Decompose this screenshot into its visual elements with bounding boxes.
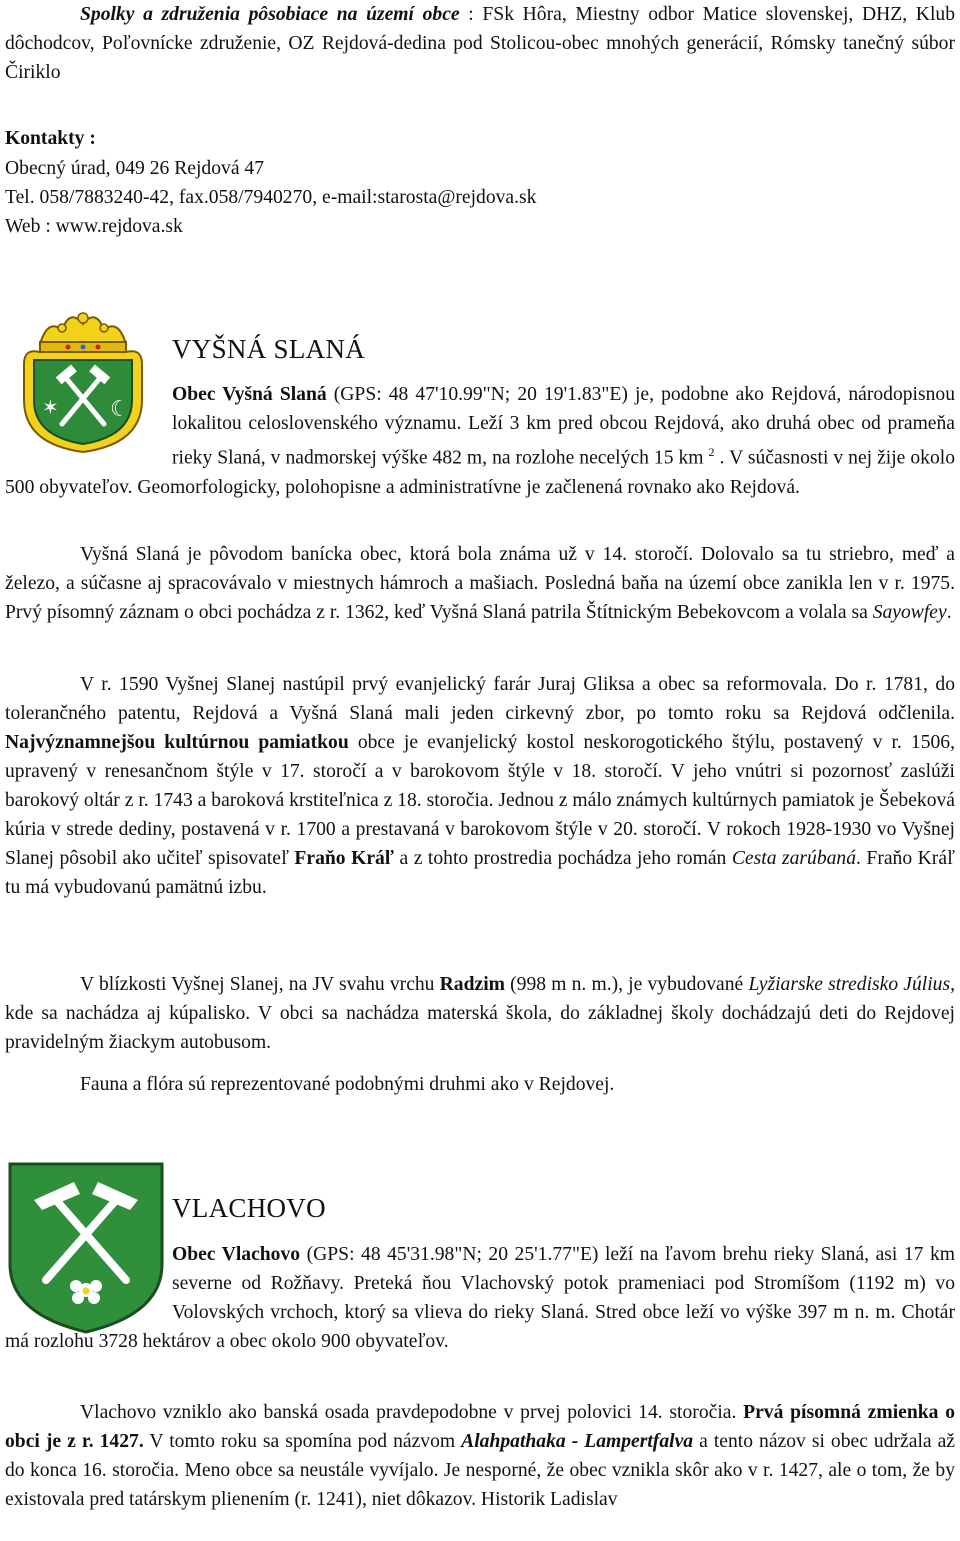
vysna-novel-title: Cesta zarúbaná — [731, 848, 857, 869]
crest-wrap-spacer — [5, 380, 172, 467]
crest-wrap-spacer — [5, 1240, 172, 1327]
vlachovo-first-mention-bold: Prvá písomná zmienka o obci je z r. 1427. — [5, 1402, 955, 1452]
associations-paragraph — [5, 0, 955, 87]
vysna-paragraph-5: Fauna a flóra sú reprezentované podobnými druhmi ako v Rejdovej. — [80, 1074, 615, 1095]
associations-lead: Spolky a združenia pôsobiace na území obce — [80, 4, 460, 25]
vysna-paragraph-4 — [5, 970, 955, 1057]
vysna-radzim-bold: Radzim — [439, 974, 505, 995]
vysna-novel-text: a z tohto prostredia pochádza jeho román — [399, 848, 727, 869]
contacts-title-text: Kontakty : — [5, 128, 96, 149]
vlachovo-origin-text: Vlachovo vzniklo ako banská osada pravdepodobne v prvej polovici 14. storočia. — [80, 1402, 737, 1423]
vlachovo-paragraph-1a — [5, 1240, 955, 1356]
vysna-writer-bold: Fraňo Kráľ — [294, 848, 395, 869]
star-icon: ✶ — [42, 395, 59, 419]
associations-text: : FSk Hôra, Miestny odbor Matice slovenskej, DHZ, Klub dôchodcov, Poľovnícke združenie, OZ Rejdová-dedina pod Stolicou-obec mnohých generácií, Rómsky tanečný súbor Čiriklo — [5, 4, 955, 83]
vlachovo-location-text: (GPS: 48 45'31.98"N; 20 25'1.77"E) leží na ľavom brehu rieky Slaná, asi 17 km severne od Rožňavy. Preteká ňou Vlachovský potok prameniaci pod Stromíšom (1192 m) vo Volovských vrchoch, ktorý sa vlieva do rieky Slaná. Stred obce leží vo výške 397 m n. m. Chotár má rozlohu 3728 hektárov a obec okolo 900 obyvateľov. — [5, 1244, 956, 1352]
vysna-population-text: . V súčasnosti v nej žije okolo 500 obyvateľov. Geomorfologicky, polohopisne a administratívne je začlenená rovnako ako Rejdová. — [5, 447, 955, 498]
contacts-web: Web : www.rejdova.sk — [5, 216, 183, 237]
vysna-name-bold: Obec Vyšná Slaná — [172, 384, 327, 405]
vysna-radzim-text: V blízkosti Vyšnej Slanej, na JV svahu vrchu — [80, 974, 435, 995]
contacts-address: Obecný úrad, 049 26 Rejdová 47 — [5, 158, 265, 179]
vysna-location-text: Leží 3 km pred obcou Rejdová, ako druhá obec od prameňa rieky Slaná, v nadmorskej výške 482 m, na rozlohe necelých 15 km — [172, 413, 956, 469]
vysna-paragraph-2 — [5, 540, 955, 627]
contacts-phone: Tel. 058/7883240-42, fax.058/7940270, e-mail:starosta@rejdova.sk — [5, 187, 537, 208]
vysna-superscript: 2 — [708, 445, 715, 459]
vysna-memorial-text: . Fraňo Kráľ tu má vybudovanú pamätnú izbu. — [5, 848, 955, 898]
vysna-monument-bold: Najvýznamnejšou kultúrnou pamiatkou — [5, 732, 349, 753]
vysna-school-text: , kde sa nachádza aj kúpalisko. V obci sa nachádza materská škola, do základnej školy dochádzajú deti do Rejdovej pravidelným žiackym autobusom. — [5, 974, 956, 1053]
vysna-monument-text: obce je evanjelický kostol neskorogotického štýlu, postavený v r. 1506, upravený v renesančnom štýle v 17. storočí a v barokovom štýle v 18. storočí. V jeho vnútri si pozornosť zaslúži barokový oltár z r. 1743 a baroková krstiteľnica z 18. storočia. Jednou z málo známych kultúrnych pamiatok je Šebeková kúria v strede dediny, postavená v r. 1700 a prestavaná v barokovom štýle v 20. storočí. V rokoch 1928-1930 vo Vyšnej Slanej pôsobil ako učiteľ spisovateľ — [5, 732, 955, 869]
vysna-gps-text: (GPS: 48 47'10.99"N; 20 19'1.83"E) je, podobne ako Rejdová, národopisnou lokalitou celoslovenského významu. — [172, 384, 955, 434]
vlachovo-name-bold: Obec Vlachovo — [172, 1244, 301, 1265]
vlachovo-old-name: Alahpathaka - Lampertfalva — [461, 1431, 694, 1452]
vysna-history-text: Vyšná Slaná je pôvodom banícka obec, ktorá bola známa už v 14. storočí. Dolovalo sa tu striebro, meď a železo, a súčasne aj spracovávalo v miestnych hámroch a mašiach. Posledná baňa na území obce zanikla len v r. 1975. Prvý písomný záznam o obci pochádza z r. 1362, keď Vyšná Slaná patrila Štítnickým Bebekovcom a volala sa — [5, 544, 955, 623]
crescent-moon-icon: ☾ — [110, 397, 130, 422]
vysna-slana-heading: VYŠNÁ SLANÁ — [172, 334, 366, 364]
vlachovo-paragraph-2 — [5, 1398, 955, 1514]
crown-icon — [40, 313, 126, 352]
vysna-ski-resort: Lyžiarske stredisko Július — [748, 974, 951, 995]
vlachovo-heading: VLACHOVO — [172, 1193, 326, 1223]
vlachovo-history-text: a tento názov si obec udržala až do konca 16. storočia. Meno obce sa neustále vyvíjalo. Je nesporné, že obec vznikla skôr ako v r. 1427, ale o tom, že by existovala pred tatárskym plienením (r. 1241), niet dôkazov. Historik Ladislav — [5, 1431, 956, 1510]
vlachovo-name-text: V tomto roku sa spomína pod názvom — [149, 1431, 456, 1452]
vysna-paragraph-1a — [5, 380, 955, 502]
contacts-title — [5, 124, 955, 153]
vysna-paragraph-3 — [5, 670, 955, 902]
vysna-radzim-height: (998 m n. m.), je vybudované — [510, 974, 744, 995]
vysna-church-history: V r. 1590 Vyšnej Slanej nastúpil prvý evanjelický farár Juraj Gliksa a obec sa reformovala. Do r. 1781, do tolerančného patentu, Rejdová a Vyšná Slaná mali jeden cirkevný zbor, po tomto roku sa Rejdová odčlenila. — [5, 674, 955, 724]
vysna-old-name: Sayowfey — [872, 602, 947, 623]
vysna-p2-end: . — [946, 602, 952, 623]
